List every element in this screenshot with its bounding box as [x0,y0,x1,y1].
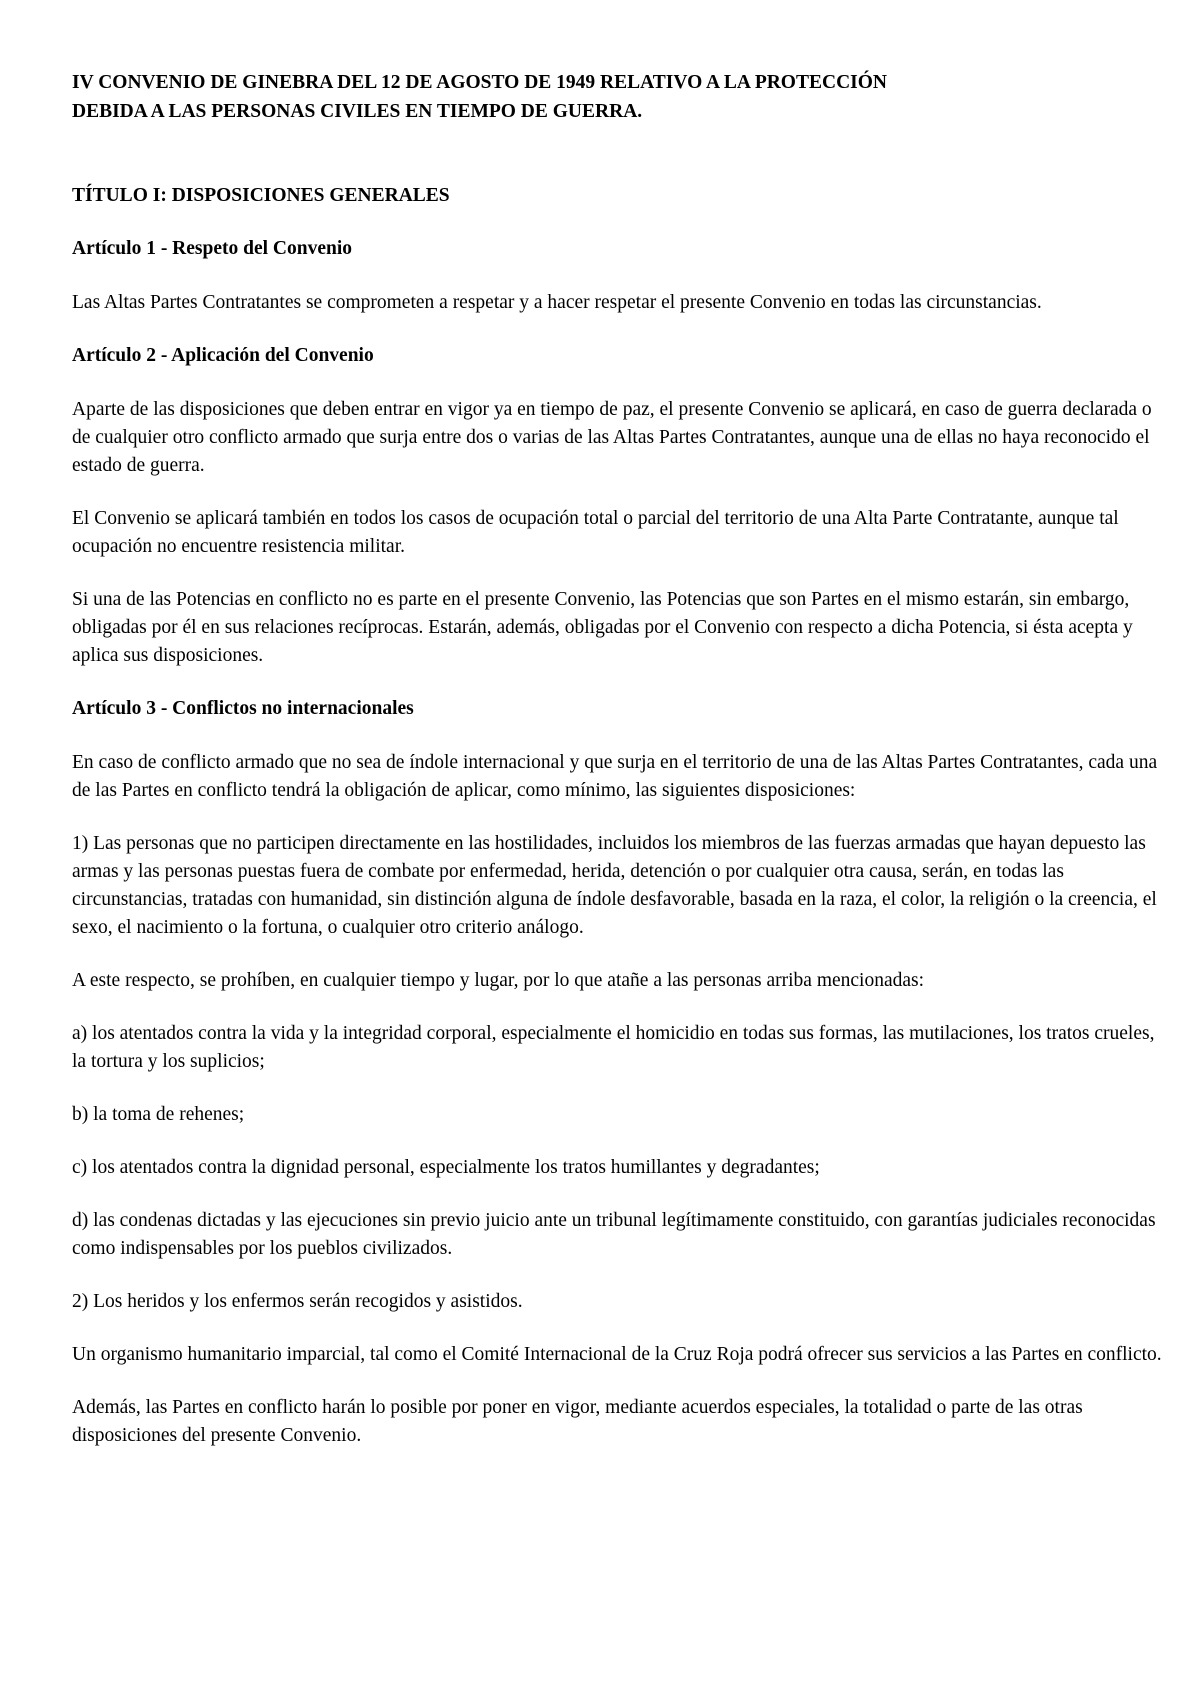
document-title-line-2: DEBIDA A LAS PERSONAS CIVILES EN TIEMPO DE GUERRA. [72,101,643,122]
document-title [72,68,1162,126]
article-2-heading: Artículo 2 - Aplicación del Convenio [72,345,374,366]
article-3-paragraph-5: b) la toma de rehenes; [72,1104,245,1125]
article-3-paragraph-2: 1) Las personas que no participen directamente en las hostilidades, incluidos los miembros de las fuerzas armadas que hayan depuesto las armas y las personas puestas fuera de combate por enfermedad, herida, detención o por cualquier otra causa, serán, en todas las circunstancias, tratadas con humanidad, sin distinción alguna de índole desfavorable, basada en la raza, el color, la religión o la creencia, el sexo, el nacimiento o la fortuna, o cualquier otro criterio análogo. [72,833,1157,938]
article-3-paragraph-1: En caso de conflicto armado que no sea de índole internacional y que surja en el territorio de una de las Altas Partes Contratantes, cada una de las Partes en conflicto tendrá la obligación de aplicar, como mínimo, las siguientes disposiciones: [72,752,1158,801]
document-page [72,68,1162,1450]
article-3-paragraph-4: a) los atentados contra la vida y la integridad corporal, especialmente el homicidio en todas sus formas, las mutilaciones, los tratos crueles, la tortura y los suplicios; [72,1023,1155,1072]
article-3-paragraph-7: d) las condenas dictadas y las ejecuciones sin previo juicio ante un tribunal legítimamente constituido, con garantías judiciales reconocidas como indispensables por los pueblos civilizados. [72,1210,1156,1259]
article-2-paragraph-2: El Convenio se aplicará también en todos los casos de ocupación total o parcial del territorio de una Alta Parte Contratante, aunque tal ocupación no encuentre resistencia militar. [72,508,1119,557]
section-title: TÍTULO I: DISPOSICIONES GENERALES [72,185,450,206]
article-3-heading: Artículo 3 - Conflictos no internacionales [72,698,414,719]
article-2-paragraph-3: Si una de las Potencias en conflicto no es parte en el presente Convenio, las Potencias que son Partes en el mismo estarán, sin embargo, obligadas por él en sus relaciones recíprocas. Estarán, además, obligadas por el Convenio con respecto a dicha Potencia, si ésta acepta y aplica sus disposiciones. [72,589,1133,666]
article-3-paragraph-9: Un organismo humanitario imparcial, tal como el Comité Internacional de la Cruz Roja podrá ofrecer sus servicios a las Partes en conflicto. [72,1344,1162,1365]
document-title-line-1: IV CONVENIO DE GINEBRA DEL 12 DE AGOSTO DE 1949 RELATIVO A LA PROTECCIÓN [72,72,887,93]
article-3-paragraph-3: A este respecto, se prohíben, en cualquier tiempo y lugar, por lo que atañe a las personas arriba mencionadas: [72,970,925,991]
article-3-paragraph-10: Además, las Partes en conflicto harán lo posible por poner en vigor, mediante acuerdos especiales, la totalidad o parte de las otras disposiciones del presente Convenio. [72,1397,1083,1446]
article-1-heading: Artículo 1 - Respeto del Convenio [72,238,353,259]
article-3-paragraph-8: 2) Los heridos y los enfermos serán recogidos y asistidos. [72,1291,523,1312]
article-2-paragraph-1: Aparte de las disposiciones que deben entrar en vigor ya en tiempo de paz, el presente Convenio se aplicará, en caso de guerra declarada o de cualquier otro conflicto armado que surja entre dos o varias de las Altas Partes Contratantes, aunque una de ellas no haya reconocido el estado de guerra. [72,399,1152,476]
article-1-paragraph-1: Las Altas Partes Contratantes se comprometen a respetar y a hacer respetar el presente Convenio en todas las circunstancias. [72,292,1042,313]
article-3-paragraph-6: c) los atentados contra la dignidad personal, especialmente los tratos humillantes y degradantes; [72,1157,820,1178]
